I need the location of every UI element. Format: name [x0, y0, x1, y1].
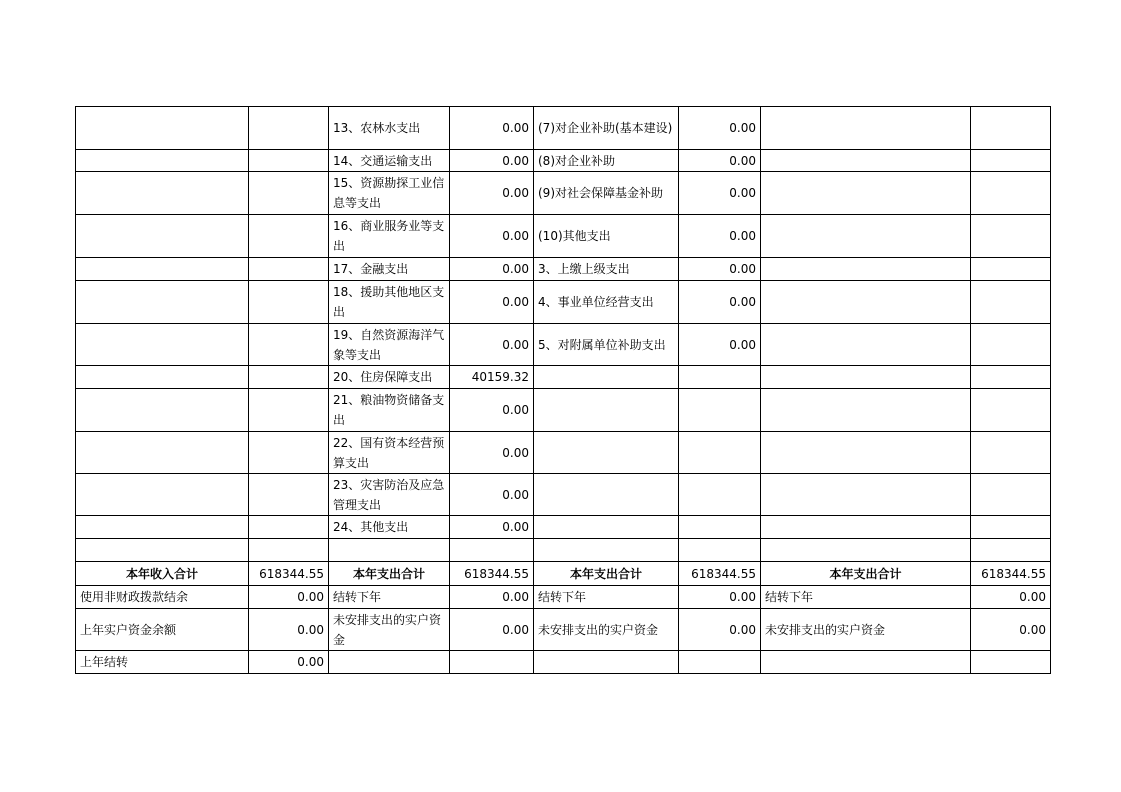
- econ-amount-cell: [679, 366, 761, 389]
- econ-amount-cell: [679, 516, 761, 539]
- econ-item-cell: [534, 432, 679, 474]
- econ-item-cell: 5、对附属单位补助支出: [534, 324, 679, 366]
- income-amount-cell: [249, 258, 329, 281]
- income-item-cell: [76, 215, 249, 258]
- table-row: [76, 474, 1051, 516]
- expense-amount-cell: [450, 539, 534, 562]
- income-amount-cell: [249, 281, 329, 324]
- table-row: [76, 107, 1051, 150]
- expense-amount-cell: 0.00: [450, 389, 534, 432]
- econ-item-cell: [534, 516, 679, 539]
- income-amount-cell: 0.00: [249, 609, 329, 651]
- other-amount-cell: [971, 324, 1051, 366]
- econ-item-cell: [534, 389, 679, 432]
- econ-item-cell: (8)对企业补助: [534, 150, 679, 172]
- other-amount-cell: 0.00: [971, 609, 1051, 651]
- econ-amount-cell: 0.00: [679, 107, 761, 150]
- expense-amount-cell: 0.00: [450, 172, 534, 215]
- other-amount-cell: [971, 516, 1051, 539]
- econ-item-cell: 4、事业单位经营支出: [534, 281, 679, 324]
- other-item-cell: [761, 324, 971, 366]
- table-row: [76, 586, 1051, 609]
- income-item-cell: 上年结转: [76, 651, 249, 674]
- expense-amount-cell: 0.00: [450, 609, 534, 651]
- expense-item-cell: 16、商业服务业等支出: [329, 215, 450, 258]
- income-amount-cell: 618344.55: [249, 562, 329, 586]
- income-item-cell: [76, 107, 249, 150]
- income-amount-cell: [249, 432, 329, 474]
- expense-item-cell: [329, 651, 450, 674]
- income-amount-cell: 0.00: [249, 651, 329, 674]
- expense-amount-cell: 0.00: [450, 281, 534, 324]
- econ-amount-cell: 0.00: [679, 215, 761, 258]
- other-amount-cell: 618344.55: [971, 562, 1051, 586]
- table-row: [76, 150, 1051, 172]
- expense-amount-cell: 0.00: [450, 586, 534, 609]
- table-row: [76, 651, 1051, 674]
- other-amount-cell: [971, 389, 1051, 432]
- econ-item-cell: 未安排支出的实户资金: [534, 609, 679, 651]
- econ-amount-cell: 0.00: [679, 324, 761, 366]
- other-item-cell: [761, 281, 971, 324]
- income-amount-cell: [249, 107, 329, 150]
- expense-amount-cell: 0.00: [450, 432, 534, 474]
- income-amount-cell: [249, 539, 329, 562]
- income-item-cell: [76, 366, 249, 389]
- expense-item-cell: [329, 539, 450, 562]
- other-item-cell: [761, 172, 971, 215]
- econ-item-cell: [534, 474, 679, 516]
- econ-item-cell: (7)对企业补助(基本建设): [534, 107, 679, 150]
- econ-amount-cell: [679, 539, 761, 562]
- other-item-cell: 本年支出合计: [761, 562, 971, 586]
- other-amount-cell: [971, 281, 1051, 324]
- econ-item-cell: (9)对社会保障基金补助: [534, 172, 679, 215]
- other-item-cell: [761, 215, 971, 258]
- econ-item-cell: 本年支出合计: [534, 562, 679, 586]
- table-row: [76, 516, 1051, 539]
- income-item-cell: 本年收入合计: [76, 562, 249, 586]
- expense-amount-cell: 0.00: [450, 258, 534, 281]
- income-item-cell: [76, 516, 249, 539]
- expense-item-cell: 15、资源勘探工业信息等支出: [329, 172, 450, 215]
- income-item-cell: [76, 539, 249, 562]
- expense-amount-cell: 0.00: [450, 516, 534, 539]
- table-row: [76, 366, 1051, 389]
- other-item-cell: 未安排支出的实户资金: [761, 609, 971, 651]
- table-body: [76, 107, 1051, 674]
- income-item-cell: [76, 432, 249, 474]
- econ-item-cell: 结转下年: [534, 586, 679, 609]
- income-amount-cell: [249, 516, 329, 539]
- econ-item-cell: [534, 651, 679, 674]
- income-amount-cell: [249, 215, 329, 258]
- expense-amount-cell: 0.00: [450, 150, 534, 172]
- expense-item-cell: 18、援助其他地区支出: [329, 281, 450, 324]
- expense-item-cell: 结转下年: [329, 586, 450, 609]
- other-amount-cell: [971, 215, 1051, 258]
- other-item-cell: [761, 258, 971, 281]
- income-item-cell: [76, 281, 249, 324]
- econ-amount-cell: 0.00: [679, 258, 761, 281]
- other-amount-cell: 0.00: [971, 586, 1051, 609]
- other-amount-cell: [971, 150, 1051, 172]
- econ-item-cell: 3、上缴上级支出: [534, 258, 679, 281]
- econ-amount-cell: [679, 432, 761, 474]
- econ-amount-cell: [679, 474, 761, 516]
- table-row: [76, 172, 1051, 215]
- expense-amount-cell: 0.00: [450, 107, 534, 150]
- other-amount-cell: [971, 539, 1051, 562]
- expense-amount-cell: 0.00: [450, 324, 534, 366]
- other-item-cell: [761, 432, 971, 474]
- expense-item-cell: 21、粮油物资储备支出: [329, 389, 450, 432]
- econ-amount-cell: 0.00: [679, 150, 761, 172]
- other-item-cell: 结转下年: [761, 586, 971, 609]
- income-item-cell: [76, 389, 249, 432]
- income-item-cell: 使用非财政拨款结余: [76, 586, 249, 609]
- expense-item-cell: 14、交通运输支出: [329, 150, 450, 172]
- econ-amount-cell: 0.00: [679, 609, 761, 651]
- table-row: [76, 539, 1051, 562]
- expense-amount-cell: 618344.55: [450, 562, 534, 586]
- expense-item-cell: 24、其他支出: [329, 516, 450, 539]
- income-item-cell: [76, 258, 249, 281]
- income-amount-cell: [249, 389, 329, 432]
- table-row: [76, 258, 1051, 281]
- income-amount-cell: [249, 150, 329, 172]
- other-item-cell: [761, 107, 971, 150]
- income-item-cell: [76, 474, 249, 516]
- table-row: [76, 609, 1051, 651]
- other-amount-cell: [971, 258, 1051, 281]
- income-amount-cell: [249, 324, 329, 366]
- table-row: [76, 432, 1051, 474]
- income-amount-cell: [249, 366, 329, 389]
- table-row: [76, 281, 1051, 324]
- econ-amount-cell: 0.00: [679, 586, 761, 609]
- econ-amount-cell: 0.00: [679, 281, 761, 324]
- econ-amount-cell: 618344.55: [679, 562, 761, 586]
- expense-item-cell: 23、灾害防治及应急管理支出: [329, 474, 450, 516]
- expense-amount-cell: [450, 651, 534, 674]
- other-amount-cell: [971, 172, 1051, 215]
- table-row: [76, 562, 1051, 586]
- other-item-cell: [761, 150, 971, 172]
- other-amount-cell: [971, 474, 1051, 516]
- income-item-cell: 上年实户资金余额: [76, 609, 249, 651]
- table-row: [76, 389, 1051, 432]
- income-item-cell: [76, 150, 249, 172]
- econ-amount-cell: [679, 389, 761, 432]
- expense-item-cell: 19、自然资源海洋气象等支出: [329, 324, 450, 366]
- expense-amount-cell: 0.00: [450, 474, 534, 516]
- income-item-cell: [76, 172, 249, 215]
- other-amount-cell: [971, 107, 1051, 150]
- other-amount-cell: [971, 366, 1051, 389]
- other-item-cell: [761, 516, 971, 539]
- expense-item-cell: 17、金融支出: [329, 258, 450, 281]
- other-amount-cell: [971, 432, 1051, 474]
- budget-table: [75, 106, 1051, 674]
- other-item-cell: [761, 651, 971, 674]
- expense-item-cell: 20、住房保障支出: [329, 366, 450, 389]
- other-item-cell: [761, 474, 971, 516]
- expense-item-cell: 13、农林水支出: [329, 107, 450, 150]
- expense-amount-cell: 0.00: [450, 215, 534, 258]
- other-amount-cell: [971, 651, 1051, 674]
- other-item-cell: [761, 366, 971, 389]
- income-item-cell: [76, 324, 249, 366]
- econ-amount-cell: [679, 651, 761, 674]
- income-amount-cell: [249, 474, 329, 516]
- expense-item-cell: 本年支出合计: [329, 562, 450, 586]
- other-item-cell: [761, 389, 971, 432]
- income-amount-cell: 0.00: [249, 586, 329, 609]
- income-amount-cell: [249, 172, 329, 215]
- econ-amount-cell: 0.00: [679, 172, 761, 215]
- other-item-cell: [761, 539, 971, 562]
- expense-amount-cell: 40159.32: [450, 366, 534, 389]
- econ-item-cell: [534, 366, 679, 389]
- econ-item-cell: (10)其他支出: [534, 215, 679, 258]
- expense-item-cell: 22、国有资本经营预算支出: [329, 432, 450, 474]
- expense-item-cell: 未安排支出的实户资金: [329, 609, 450, 651]
- table-row: [76, 324, 1051, 366]
- table-row: [76, 215, 1051, 258]
- econ-item-cell: [534, 539, 679, 562]
